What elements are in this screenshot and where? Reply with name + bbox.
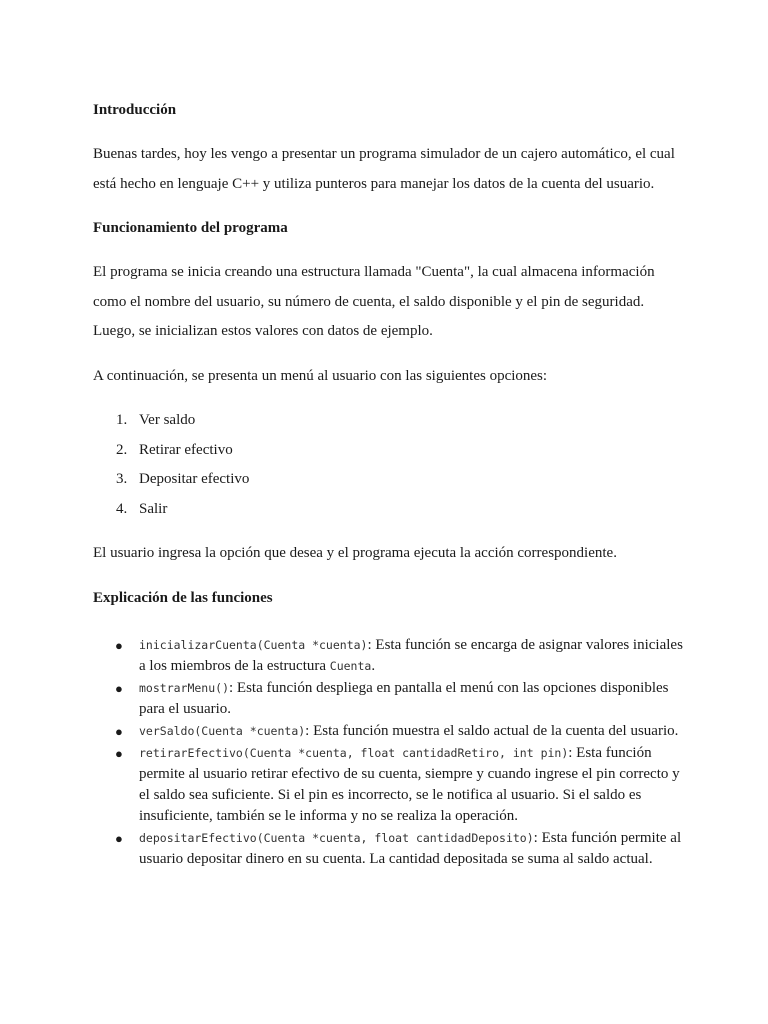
list-item — [93, 436, 683, 466]
list-number: 3. — [116, 471, 128, 487]
list-number: 2. — [116, 441, 128, 458]
list-item-label: Depositar efectivo — [139, 471, 250, 487]
list-item — [93, 635, 683, 677]
document-content — [93, 96, 683, 871]
bullet-icon: ● — [115, 830, 123, 846]
function-description: : Esta función se encarga de asignar valores iniciales a los miembros de la estructura — [139, 636, 683, 674]
struct-name: Cuenta — [329, 658, 372, 673]
funcionamiento-heading: Funcionamiento del programa — [93, 220, 288, 236]
bullet-icon: ● — [115, 745, 123, 761]
function-description: : Esta función despliega en pantalla el menú con las opciones disponibles para el usuario. — [139, 679, 669, 717]
function-name: verSaldo(Cuenta *cuenta) — [139, 723, 306, 738]
list-item — [93, 743, 683, 827]
list-item — [93, 721, 683, 742]
list-item — [93, 406, 683, 436]
menu-options-list — [93, 406, 683, 524]
bullet-icon: ● — [115, 680, 123, 696]
list-item — [93, 465, 683, 495]
function-description: : Esta función permite al usuario depositar dinero en su cuenta. La cantidad depositada se suma al saldo actual. — [139, 829, 682, 867]
action-paragraph: El usuario ingresa la opción que desea y el programa ejecuta la acción correspondiente. — [93, 545, 617, 561]
function-name: depositarEfectivo(Cuenta *cuenta, float cantidadDeposito) — [139, 830, 534, 845]
bullet-icon: ● — [115, 637, 123, 653]
bullet-icon: ● — [115, 723, 123, 739]
intro-heading: Introducción — [93, 102, 177, 118]
functions-list — [93, 635, 683, 870]
list-item — [93, 678, 683, 720]
list-item — [93, 828, 683, 870]
function-description: : Esta función muestra el saldo actual de la cuenta del usuario. — [305, 722, 679, 739]
list-number: 1. — [116, 412, 128, 428]
funcionamiento-paragraph: El programa se inicia creando una estructura llamada "Cuenta", la cual almacena información como el nombre del usuario, su número de cuenta, el saldo disponible y el pin de seguridad. Luego, se inicializan estos valores con datos de ejemplo. — [93, 264, 655, 339]
function-name: retirarEfectivo(Cuenta *cuenta, float cantidadRetiro, int pin) — [139, 745, 569, 760]
list-item-label: Retirar efectivo — [139, 441, 233, 458]
list-item — [93, 495, 683, 525]
function-name: inicializarCuenta(Cuenta *cuenta) — [139, 637, 368, 652]
intro-paragraph: Buenas tardes, hoy les vengo a presentar un programa simulador de un cajero automático, el cual está hecho en lenguaje C++ y utiliza punteros para manejar los datos de la cuenta del usuario. — [93, 146, 675, 192]
list-number: 4. — [116, 500, 128, 517]
function-description: : Esta función permite al usuario retirar efectivo de su cuenta, siempre y cuando ingrese el pin correcto y el saldo sea suficiente. Si el pin es incorrecto, se le notifica al usuario. Si el saldo es insuficiente, también se le informa y no se realiza la operación. — [139, 744, 680, 824]
funciones-heading: Explicación de las funciones — [93, 589, 273, 606]
list-item-label: Salir — [139, 500, 168, 517]
function-name: mostrarMenu() — [139, 680, 230, 695]
menu-intro-paragraph: A continuación, se presenta un menú al usuario con las siguientes opciones: — [93, 367, 548, 384]
list-item-label: Ver saldo — [139, 412, 196, 428]
function-description-end: . — [371, 657, 376, 674]
